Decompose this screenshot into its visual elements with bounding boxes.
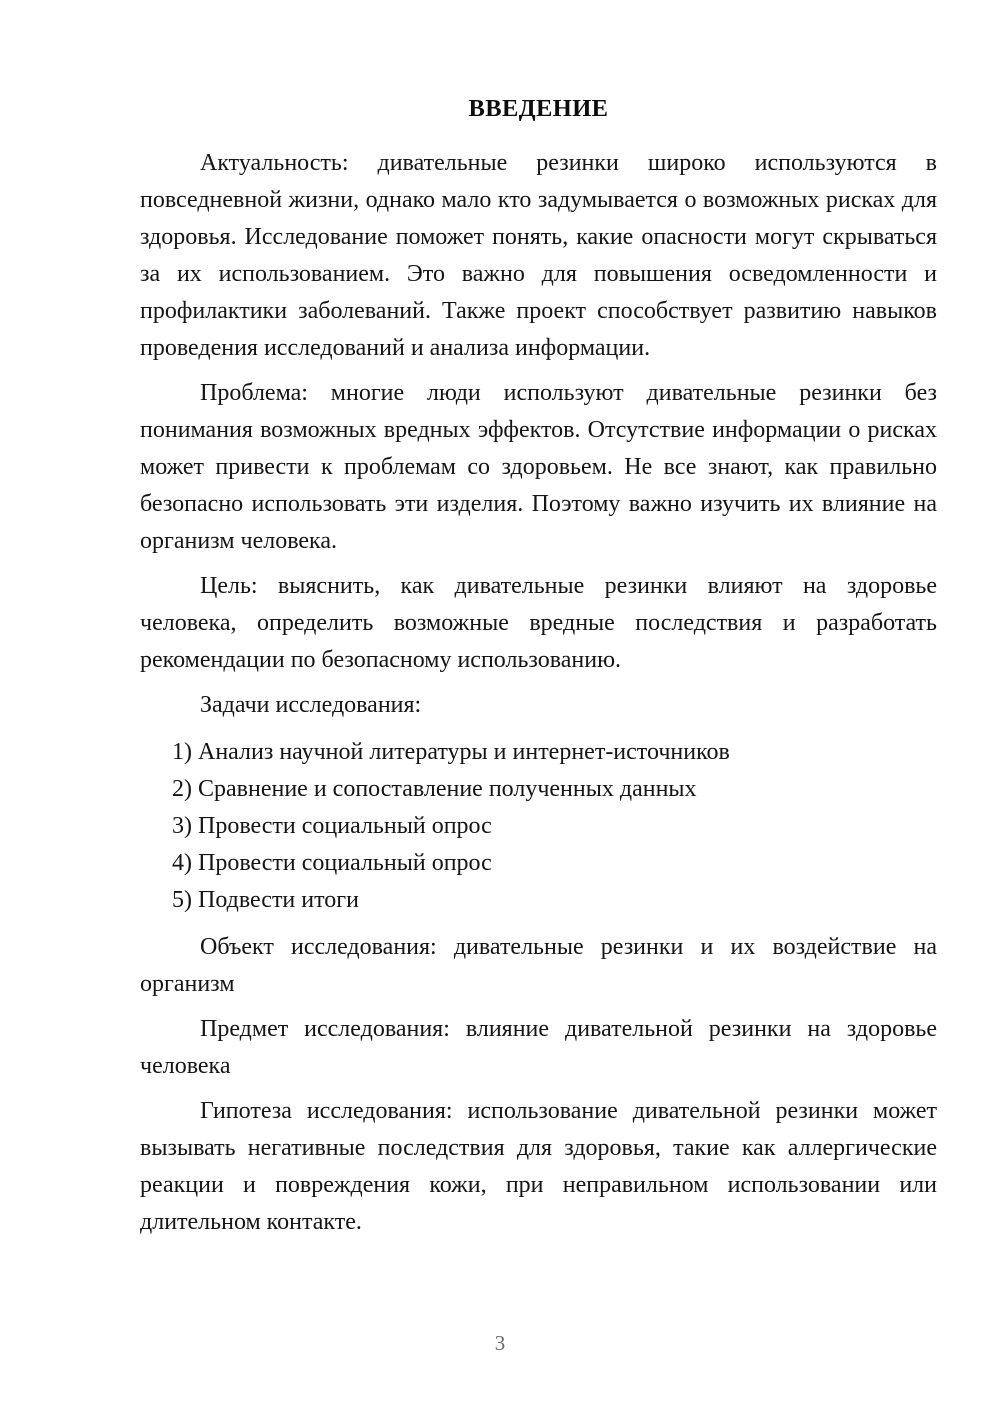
page-content <box>140 0 937 1241</box>
list-item: 4) Провести социальный опрос <box>172 850 492 877</box>
list-item: 1) Анализ научной литературы и интернет-источников <box>172 739 730 766</box>
page-title: ВВЕДЕНИЕ <box>468 95 609 122</box>
paragraph-hypothesis: Гипотеза исследования: использование дивательной резинки может вызывать негативные последствия для здоровья, такие как аллергические реакции и повреждения кожи, при неправильном использовании или длительном контакте. <box>140 1098 937 1236</box>
paragraph-goal: Цель: выяснить, как дивательные резинки влияют на здоровье человека, определить возможные вредные последствия и разработать рекомендации по безопасному использованию. <box>140 573 937 674</box>
tasks-heading: Задачи исследования: <box>200 692 422 719</box>
paragraph-relevance: Актуальность: дивательные резинки широко используются в повседневной жизни, однако мало кто задумывается о возможных рисках для здоровья. Исследование поможет понять, какие опасности могут скрываться за их использованием. Это важно для повышения осведомленности и профилактики заболеваний. Также проект способствует развитию навыков проведения исследований и анализа информации. <box>140 150 937 362</box>
spacer <box>140 724 937 734</box>
page-number: 3 <box>494 1331 506 1355</box>
paragraph-object: Объект исследования: дивательные резинки и их воздействие на организм <box>140 934 937 998</box>
list-item: 3) Провести социальный опрос <box>172 813 492 840</box>
paragraph-problem: Проблема: многие люди используют дивательные резинки без понимания возможных вредных эффектов. Отсутствие информации о рисках может привести к проблемам со здоровьем. Не все знают, как правильно безопасно использовать эти изделия. Поэтому важно изучить их влияние на организм человека. <box>140 380 937 555</box>
spacer <box>140 919 937 929</box>
list-item: 2) Сравнение и сопоставление полученных данных <box>172 776 697 803</box>
tasks-list <box>140 734 937 919</box>
list-item: 5) Подвести итоги <box>172 887 359 914</box>
paragraph-subject: Предмет исследования: влияние дивательной резинки на здоровье человека <box>140 1016 937 1080</box>
